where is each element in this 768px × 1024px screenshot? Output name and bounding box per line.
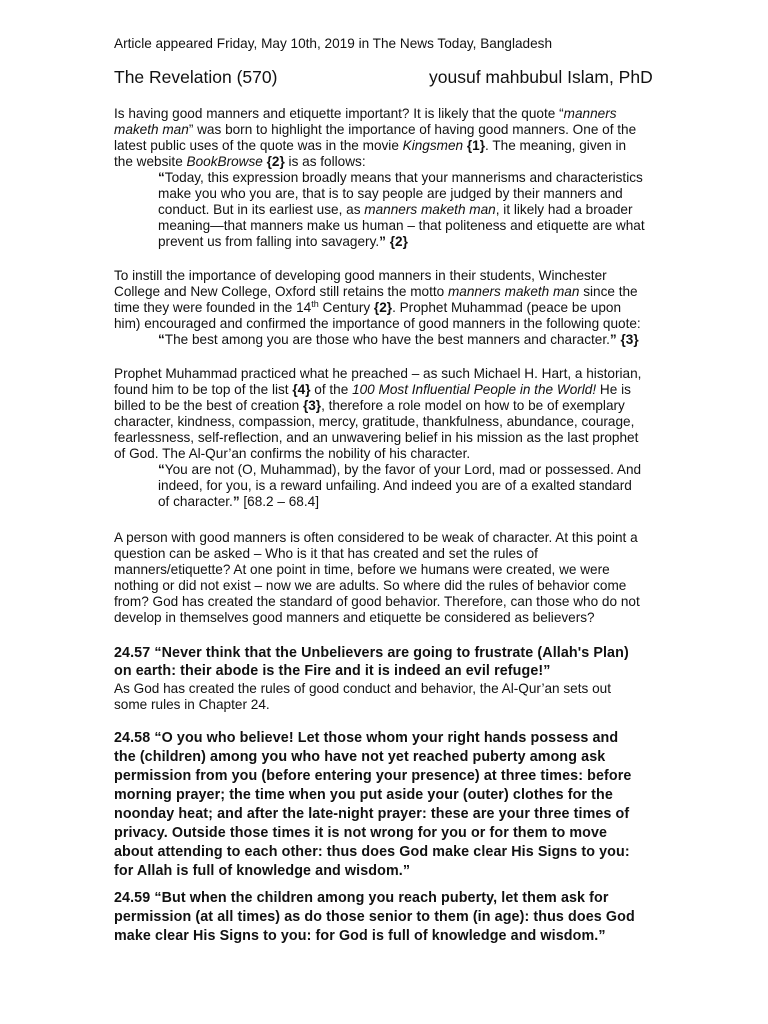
p2-line-4: him) encouraged and confirmed the importance of good manners in the following quote: [114, 316, 641, 331]
p3-line-2: found him to be top of the list {4} of the 100 Most Influential People in the World! He is [114, 382, 631, 397]
p4-line-6: develop in themselves good manners and etiquette be considered as believers? [114, 610, 595, 625]
p4-line-4: nothing or did not exist – now we are adults. So where did the rules of behavior come [114, 578, 627, 593]
author-name: yousuf mahbubul Islam, PhD [429, 67, 653, 87]
p2-line-3: time they were founded in the 14th Century {2}. Prophet Muhammad (peace be upon [114, 299, 622, 315]
chapter-note-line-2: some rules in Chapter 24. [114, 697, 270, 712]
source-line: Article appeared Friday, May 10th, 2019 in The News Today, Bangladesh [114, 36, 553, 51]
quote1-line-5: prevent us from falling into savagery.” {2} [158, 234, 408, 249]
verse-24-59-line-1: 24.59 “But when the children among you reach puberty, let them ask for [114, 890, 609, 906]
verse-24-58-line-7: about attending to each other: thus does God make clear His Signs to you: [114, 844, 630, 860]
quote3-line-3: of character.” [68.2 – 68.4] [158, 494, 319, 509]
p2-line-2: College and New College, Oxford still retains the motto manners maketh man since the [114, 284, 638, 299]
p2-line-1: To instill the importance of developing good manners in their students, Winchester [114, 268, 607, 283]
chapter-note-line-1: As God has created the rules of good conduct and behavior, the Al-Qur’an sets out [114, 681, 611, 696]
verse-24-58-line-4: morning prayer; the time when you put aside your (outer) clothes for the [114, 787, 613, 803]
p3-line-5: fearlessness, self-reflection, and an unwavering belief in his mission as the last prophet [114, 430, 639, 445]
p4-line-2: question can be asked – Who is it that has created and set the rules of [114, 546, 538, 561]
p4-line-5: from? God has created the standard of good behavior. Therefore, can those who do not [114, 594, 640, 609]
quote3-line-2: indeed, for you, is a reward unfailing. And indeed you are of a exalted standard [158, 478, 632, 493]
p1-line-1: Is having good manners and etiquette important? It is likely that the quote “manners [114, 106, 617, 121]
p1-line-2: maketh man” was born to highlight the importance of having good manners. One of the [114, 122, 637, 137]
article-title: The Revelation (570) [114, 67, 278, 87]
p3-line-4: character, kindness, compassion, mercy, gratitude, thankfulness, abundance, courage, [114, 414, 635, 429]
p4-line-1: A person with good manners is often considered to be weak of character. At this point a [114, 530, 638, 545]
verse-24-57-line-1: 24.57 “Never think that the Unbelievers are going to frustrate (Allah's Plan) [114, 645, 629, 661]
quote1-line-4: meaning—that manners make us human – that politeness and etiquette are what [158, 218, 645, 233]
p3-line-1: Prophet Muhammad practiced what he preached – as such Michael H. Hart, a historian, [114, 366, 642, 381]
quote1-line-3: conduct. But in its earliest use, as manners maketh man, it likely had a broader [158, 202, 633, 217]
verse-24-59-line-2: permission (at all times) as do those senior to them (in age): thus does God [114, 909, 635, 925]
p3-line-6: of God. The Al-Qur’an confirms the nobility of his character. [114, 446, 471, 461]
quote1-line-1: “Today, this expression broadly means that your mannerisms and characteristics [158, 170, 643, 185]
p4-line-3: manners/etiquette? At one point in time, before we humans were created, we were [114, 562, 610, 577]
quote3-line-1: “You are not (O, Muhammad), by the favor of your Lord, mad or possessed. And [158, 462, 642, 477]
quote1-line-2: make you who you are, that is to say people are judged by their manners and [158, 186, 623, 201]
verse-24-58-line-2: the (children) among you who have not yet reached puberty among ask [114, 749, 606, 765]
p1-line-4: the website BookBrowse {2} is as follows: [114, 154, 366, 169]
verse-24-58-line-6: privacy. Outside those times it is not wrong for you or for them to move [114, 825, 608, 841]
p3-line-3: billed to be the best of creation {3}, therefore a role model on how to be of exemplary [114, 398, 625, 413]
verse-24-58-line-8: for Allah is full of knowledge and wisdom.” [114, 863, 411, 879]
p1-line-3: latest public uses of the quote was in the movie Kingsmen {1}. The meaning, given in [114, 138, 627, 153]
verse-24-58-line-5: noonday heat; and after the late-night prayer: these are your three times of [114, 806, 630, 822]
verse-24-57-line-2: on earth: their abode is the Fire and it is indeed an evil refuge!” [114, 663, 551, 679]
verse-24-58-line-1: 24.58 “O you who believe! Let those whom your right hands possess and [114, 730, 619, 746]
quote2-line-1: “The best among you are those who have the best manners and character.” {3} [158, 332, 639, 347]
verse-24-59-line-3: make clear His Signs to you: for God is full of knowledge and wisdom.” [114, 928, 606, 944]
verse-24-58-line-3: permission from you (before entering your presence) at three times: before [114, 768, 632, 784]
